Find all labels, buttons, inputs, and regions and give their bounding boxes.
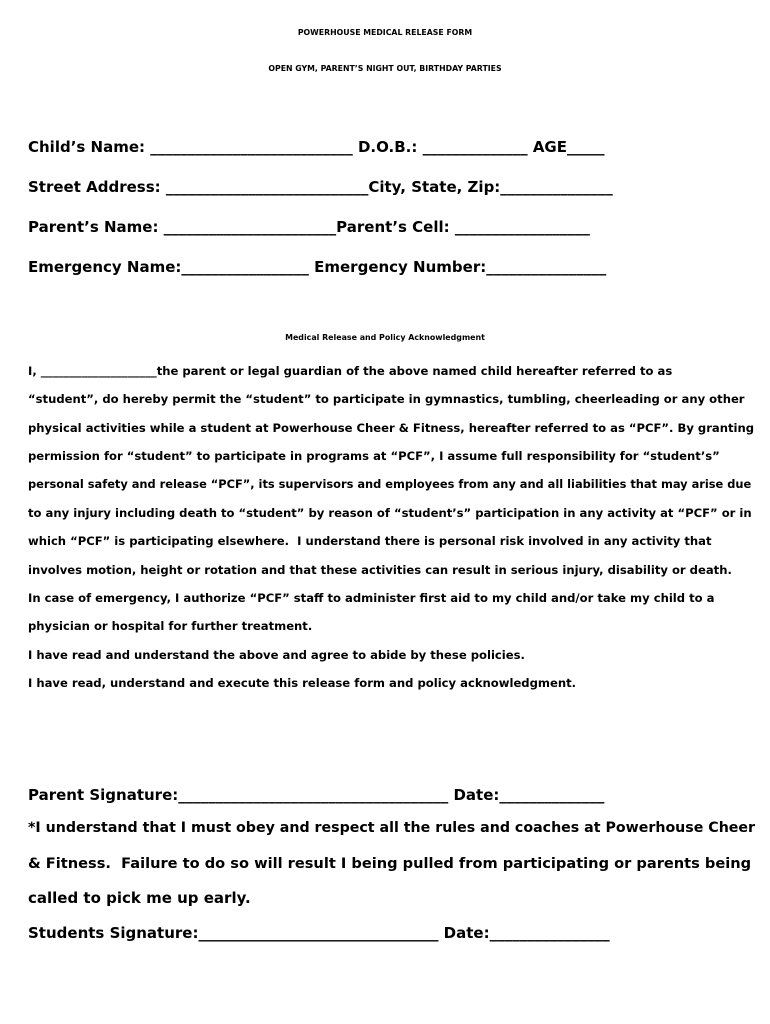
rules-acknowledgment-line: called to pick me up early. xyxy=(28,889,251,907)
release-paragraph-line: permission for “student” to participate in programs at “PCF”, I assume full responsibility for “student’s” xyxy=(28,449,720,463)
form-title: POWERHOUSE MEDICAL RELEASE FORM xyxy=(297,28,473,37)
child-info-line[interactable]: Child’s Name: ___________________________ D.O.B.: ______________ AGE_____ xyxy=(28,138,605,156)
rules-acknowledgment-line: *I understand that I must obey and respect all the rules and coaches at Powerhouse Cheer xyxy=(28,820,756,836)
rules-acknowledgment-line: & Fitness. Failure to do so will result I being pulled from participating or parents being xyxy=(28,855,752,872)
release-paragraph-line: physical activities while a student at Powerhouse Cheer & Fitness, hereafter referred to as “PCF”. By granting xyxy=(28,421,755,435)
release-paragraph-line: I have read and understand the above and agree to abide by these policies. xyxy=(28,648,525,662)
parent-info-line[interactable]: Parent’s Name: _______________________Parent’s Cell: __________________ xyxy=(28,218,590,236)
release-paragraph-line: “student”, do hereby permit the “student” to participate in gymnastics, tumbling, cheerleading or any other xyxy=(28,392,745,406)
release-paragraph-line: In case of emergency, I authorize “PCF” staff to administer first aid to my child and/or take my child to a xyxy=(28,591,715,605)
section-title: Medical Release and Policy Acknowledgment xyxy=(285,333,485,342)
release-paragraph-line: I, ____________________the parent or legal guardian of the above named child hereafter referred to as xyxy=(28,364,673,378)
release-paragraph-line: which “PCF” is participating elsewhere. I understand there is personal risk involved in any activity that xyxy=(28,534,712,548)
release-paragraph-line: to any injury including death to “student” by reason of “student’s” participation in any activity at “PCF” or in xyxy=(28,506,752,520)
release-paragraph-line: I have read, understand and execute this release form and policy acknowledgment. xyxy=(28,676,577,690)
release-paragraph-line: physician or hospital for further treatment. xyxy=(28,619,313,633)
emergency-contact-line[interactable]: Emergency Name:_________________ Emergency Number:________________ xyxy=(28,258,607,276)
release-paragraph-line: involves motion, height or rotation and that these activities can result in serious injury, disability or death. xyxy=(28,563,732,577)
address-line[interactable]: Street Address: ___________________________City, State, Zip:_______________ xyxy=(28,178,613,196)
parent-signature-line[interactable]: Parent Signature:____________________________________ Date:______________ xyxy=(28,786,605,804)
student-signature-line[interactable]: Students Signature:________________________________ Date:________________ xyxy=(28,924,610,942)
release-paragraph-line: personal safety and release “PCF”, its supervisors and employees from any and all liabilities that may arise due xyxy=(28,477,752,491)
form-subtitle: OPEN GYM, PARENT’S NIGHT OUT, BIRTHDAY PARTIES xyxy=(268,64,502,73)
